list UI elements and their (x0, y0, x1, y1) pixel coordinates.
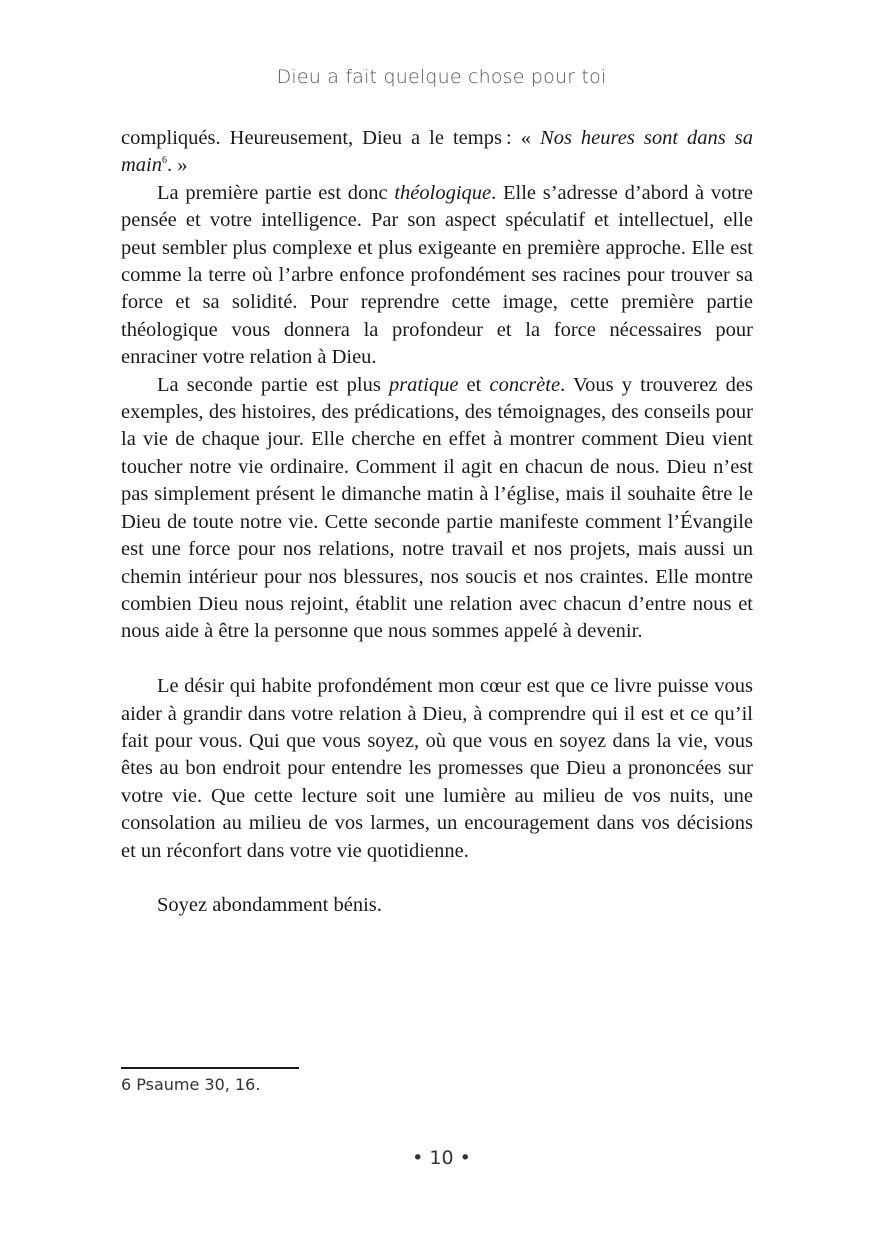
footnote-separator (121, 1067, 299, 1069)
body-text (121, 125, 753, 920)
paragraph-blessing: Soyez abondamment bénis. (157, 894, 382, 917)
paragraph-continuation: compliqués. Heureusement, Dieu a le temps : « Nos heures sont dans sa main$^6$. » (121, 127, 753, 177)
paragraph-first-part: La première partie est donc théologique. Elle s’adresse d’abord à votre pensée et votre intelligence. Par son aspect spéculatif et intellectuel, elle peut sembler plus complexe et plus exigeante en première approche. Elle est comme la terre où l’arbre enfonce profondément ses racines pour trouver sa force et sa solidité. Pour reprendre cette image, cette première partie théologique vous donnera la profondeur et la force nécessaires pour enraciner votre relation à Dieu. (121, 181, 754, 369)
scripture-quote: Nos heures sont dans sa main (121, 127, 753, 177)
footnote: 6 Psaume 30, 16. (121, 1075, 261, 1094)
page-number: • 10 • (412, 1147, 471, 1169)
footnote-marker[interactable]: 6 (162, 155, 167, 167)
paragraph-desire: Le désir qui habite profondément mon cœur est que ce livre puisse vous aider à grandir dans votre relation à Dieu, à comprendre qui il est et ce qu’il fait pour vous. Qui que vous soyez, où que vous en soyez dans la vie, vous êtes au bon endroit pour entendre les promesses que Dieu a prononcées sur votre vie. Que cette lecture soit une lumière au milieu de vos nuits, une consolation au milieu de vos larmes, un encouragement dans vos décisions et un réconfort dans votre vie quotidienne. (121, 675, 753, 862)
paragraph-second-part: La seconde partie est plus pratique et concrète. Vous y trouverez des exemples, des histoires, des prédications, des témoignages, des conseils pour la vie de chaque jour. Elle cherche en effet à montrer comment Dieu vient toucher notre vie ordinaire. Comment il agit en chacun de nous. Dieu n’est pas simplement présent le dimanche matin à l’église, mais il souhaite être le Dieu de toute notre vie. Cette seconde partie manifeste comment l’Évangile est une force pour nos relations, notre travail et nos projets, mais aussi un chemin intérieur pour nos blessures, nos soucis et nos craintes. Elle montre combien Dieu nous rejoint, établit une relation avec chacun d’entre nous et nous aide à être la personne que nous sommes appelé à devenir. (121, 373, 753, 643)
running-header: Dieu a fait quelque chose pour toi (276, 66, 607, 88)
